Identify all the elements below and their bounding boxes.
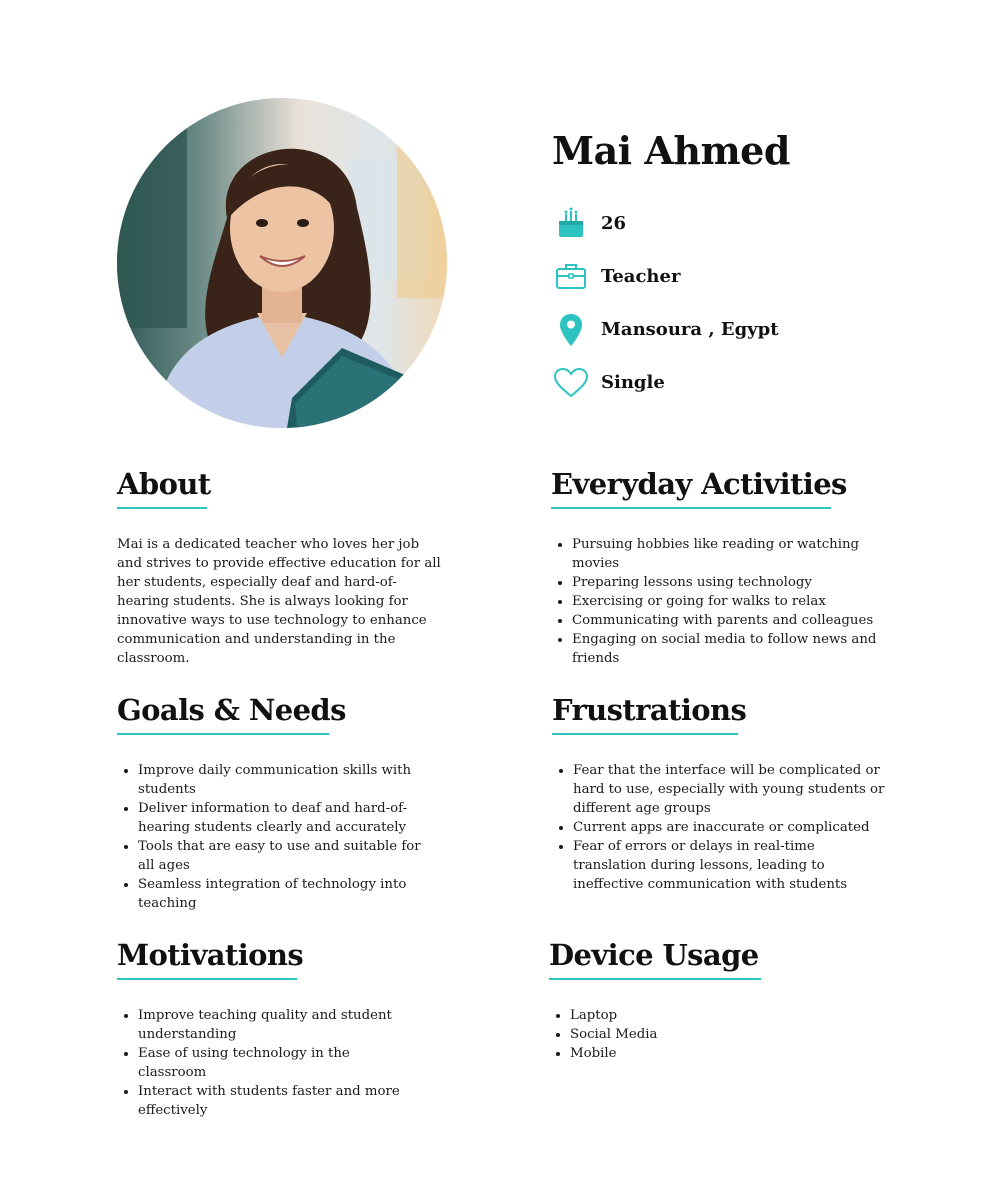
- list-item: • Communicating with parents and colleagues: [572, 611, 881, 630]
- list-item: • Tools that are easy to use and suitable for all ages: [138, 837, 437, 875]
- list-item: • Interact with students faster and more effectively: [138, 1082, 417, 1120]
- about-underline: [117, 507, 207, 509]
- about-text: Mai is a dedicated teacher who loves her job and strives to provide effective education for all her students, especially deaf and hard-of-hearing students. She is always looking for innovative ways to use technology to enhance communication and understanding in the classroom.: [117, 537, 441, 666]
- list-item: • Current apps are inaccurate or complicated: [573, 818, 892, 837]
- birthday-cake-icon: [554, 206, 588, 240]
- goals-needs-list: [117, 761, 437, 913]
- about-section: [117, 466, 447, 668]
- age-value: 26: [601, 212, 627, 234]
- motivations-section: [117, 937, 417, 1120]
- list-item: • Seamless integration of technology into teaching: [138, 875, 437, 913]
- occupation-value: Teacher: [601, 265, 681, 287]
- frustrations-heading: Frustrations: [552, 693, 747, 727]
- frustrations-section: [552, 692, 892, 894]
- goals-needs-underline: [117, 733, 329, 735]
- frustrations-list: [552, 761, 892, 894]
- goals-needs-heading: Goals & Needs: [117, 693, 346, 727]
- about-heading: About: [117, 467, 211, 501]
- frustrations-underline: [552, 733, 738, 735]
- info-occupation: [554, 257, 779, 295]
- motivations-list: [117, 1006, 417, 1120]
- status-value: Single: [601, 372, 665, 394]
- briefcase-icon: [554, 259, 588, 293]
- everyday-activities-underline: [551, 507, 831, 509]
- list-item: • Exercising or going for walks to relax: [572, 592, 881, 611]
- motivations-heading: Motivations: [117, 938, 304, 972]
- info-age: [554, 204, 779, 242]
- everyday-activities-list: [551, 535, 881, 668]
- persona-info-list: [554, 204, 779, 417]
- list-item: • Deliver information to deaf and hard-of-hearing students clearly and accurately: [138, 799, 437, 837]
- list-item: • Engaging on social media to follow news and friends: [572, 630, 881, 668]
- list-item: • Mobile: [570, 1044, 849, 1063]
- list-item: • Preparing lessons using technology: [572, 573, 881, 592]
- goals-needs-section: [117, 692, 437, 913]
- map-pin-icon: [554, 313, 588, 347]
- list-item: • Laptop: [570, 1006, 849, 1025]
- info-status: [554, 364, 779, 402]
- persona-name: Mai Ahmed: [552, 128, 790, 173]
- info-location: [554, 311, 779, 349]
- profile-photo: [117, 98, 447, 428]
- list-item: • Pursuing hobbies like reading or watching movies: [572, 535, 881, 573]
- everyday-activities-heading: Everyday Activities: [551, 467, 847, 501]
- location-value: Mansoura , Egypt: [601, 319, 779, 341]
- list-item: • Improve daily communication skills with students: [138, 761, 437, 799]
- motivations-underline: [117, 978, 297, 980]
- heart-icon: [554, 366, 588, 400]
- list-item: • Ease of using technology in the classroom: [138, 1044, 417, 1082]
- device-usage-list: [549, 1006, 849, 1063]
- list-item: • Fear that the interface will be complicated or hard to use, especially with young students or different age groups: [573, 761, 892, 818]
- everyday-activities-section: [551, 466, 881, 668]
- list-item: • Improve teaching quality and student understanding: [138, 1006, 417, 1044]
- list-item: • Social Media: [570, 1025, 849, 1044]
- device-usage-section: [549, 937, 849, 1063]
- device-usage-underline: [549, 978, 761, 980]
- device-usage-heading: Device Usage: [549, 938, 759, 972]
- list-item: • Fear of errors or delays in real-time translation during lessons, leading to ineffective communication with students: [573, 837, 892, 894]
